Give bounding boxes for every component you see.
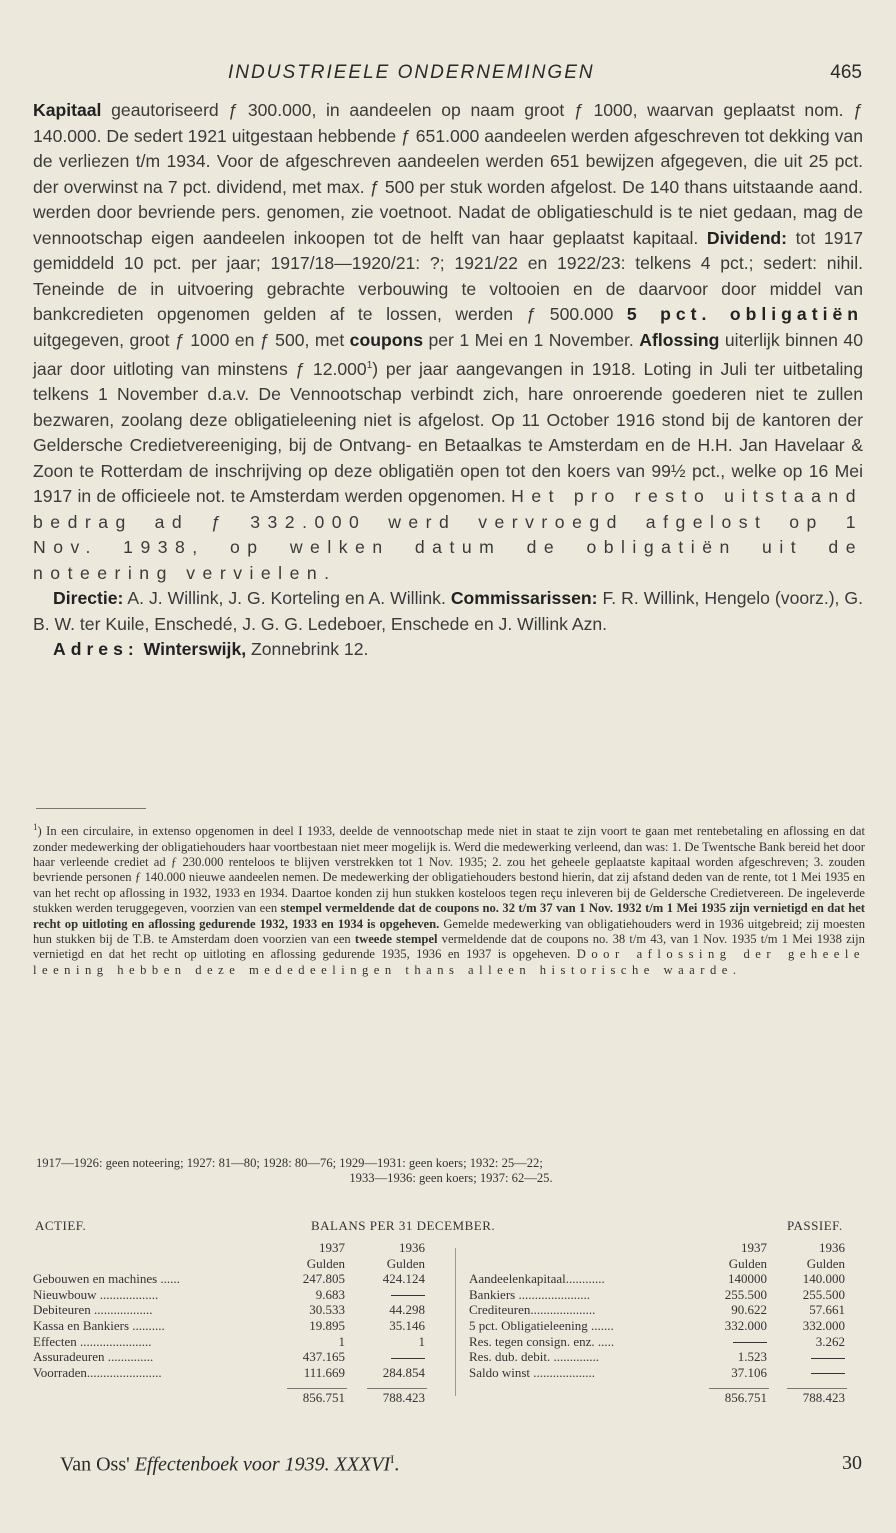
actief-rows (33, 1271, 453, 1380)
obligatien-label: 5 pct. obligatiën (626, 304, 863, 324)
quotes-line-1: 1917—1926: geen noteering; 1927: 81—80; 1928: 80—76; 1929—1931: geen koers; 1932: 25—22; (36, 1156, 543, 1170)
passief-value-1936: 3.262 (815, 1333, 845, 1349)
footnote-ref: 1 (366, 360, 373, 371)
actief-label: Effecten ...................... (33, 1333, 152, 1349)
dividend-label: Dividend: (706, 227, 788, 248)
passief-label: Res. tegen consign. enz. ..... (469, 1333, 615, 1349)
passief-column (469, 1240, 879, 1406)
aflossing-label: Aflossing (639, 329, 720, 350)
aflossing-text: uiterlijk binnen 40 jaar door uitloting van minstens ƒ 12.000 (33, 329, 863, 379)
kapitaal-label: Kapitaal (33, 100, 102, 120)
actief-label: Gebouwen en machines ...... (33, 1271, 180, 1287)
passief-empty-dash (705, 1334, 767, 1350)
actief-row (33, 1334, 453, 1350)
passief-unit-row (469, 1256, 879, 1272)
actief-value-1936: 284.854 (382, 1364, 425, 1380)
actief-label: ACTIEF. (35, 1218, 87, 1233)
actief-total-rule-1937 (287, 1388, 347, 1389)
book-volume-sup: I (390, 1452, 395, 1466)
actief-value-1936: 1 (418, 1333, 425, 1349)
actief-total-1937: 856.751 (302, 1390, 345, 1406)
footnote-text-3: vermeldende dat de coupons no. 38 t/m 43, van 1 Nov. 1935 t/m 1 Mei 1938 zijn vernietigd en dat het recht op uitloting en aflossing gedurende 1935, 1936 en 1937 is opgeheven. (33, 932, 865, 962)
actief-unit-1937: Gulden (306, 1255, 345, 1271)
passief-rows (469, 1271, 879, 1380)
aflossing-text-2: ) per jaar aangevangen in 1918. Loting in Juli ter uitbetaling telkens 1 November d.a.v. De Vennootschap verbindt zich, hare onroerende goederen niet te zullen bezwaren, zoolang deze obligatieleening niet is afgelost. Op 11 October 1916 stond bij de kantoren der Geldersche Credietvereeniging, bij de Ontvang- en Betaalkas te Amsterdam en de H.H. Jan Havelaar & Zoon te Rotterdam de inschrijving op deze obligatiën open tot den koers van 99½ pct., welke op 16 Mei 1917 in de officieele not. te Amsterdam werden opgenomen. (33, 358, 863, 507)
actief-year-row (33, 1240, 453, 1256)
actief-empty-dash (363, 1349, 425, 1365)
adres-street: Zonnebrink 12. (246, 639, 369, 660)
actief-value-1936: 35.146 (389, 1317, 425, 1333)
passief-value-1936: 255.500 (802, 1286, 845, 1302)
price-quotations (36, 1156, 866, 1186)
passief-total-rule-1936 (787, 1388, 847, 1389)
passief-total-1937: 856.751 (724, 1390, 767, 1406)
passief-label: Crediteuren.................... (469, 1302, 596, 1318)
running-title: INDUSTRIEELE ONDERNEMINGEN (228, 62, 595, 83)
page-number: 465 (830, 62, 862, 83)
actief-column (33, 1240, 453, 1406)
actief-label: Voorraden....................... (33, 1364, 162, 1380)
actief-value-1937: 30.533 (309, 1302, 345, 1318)
company-entry (33, 98, 863, 663)
passief-value-1936: 57.661 (809, 1302, 845, 1318)
passief-label: PASSIEF. (787, 1218, 843, 1233)
passief-empty-dash (783, 1365, 845, 1381)
actief-unit-row (33, 1256, 453, 1272)
passief-value-1936: 332.000 (802, 1317, 845, 1333)
passief-value-1937: 140000 (728, 1271, 767, 1287)
actief-label: Debiteuren .................. (33, 1302, 153, 1318)
dash-mark (391, 1358, 425, 1359)
passief-year-row (469, 1240, 879, 1256)
adres-city: Winterswijk, (143, 639, 247, 660)
footnote-bold-2: tweede stempel (354, 932, 438, 947)
adres-paragraph (33, 637, 863, 663)
actief-total-row (33, 1390, 453, 1406)
passief-label: Res. dub. debit. .............. (469, 1349, 599, 1365)
passief-row (469, 1271, 879, 1287)
passief-empty-dash (783, 1349, 845, 1365)
passief-total-row (469, 1390, 879, 1406)
passief-unit-1936: Gulden (806, 1255, 845, 1271)
passief-row (469, 1318, 879, 1334)
obligatien-text: uitgegeven, groot ƒ 1000 en ƒ 500, met (33, 329, 350, 350)
passief-row (469, 1302, 879, 1318)
actief-total-rule-1936 (367, 1388, 427, 1389)
actief-total-1936: 788.423 (382, 1390, 425, 1406)
passief-year-1936: 1936 (819, 1240, 845, 1255)
footnote-text-2: Gemelde medewerking van obligatiehouders werd in 1936 uitgebreid; zij moesten hun stukken bij de T.B. te Amsterdam doen voorzien van een (33, 916, 865, 947)
passief-value-1937: 332.000 (724, 1317, 767, 1333)
passief-row (469, 1365, 879, 1381)
footnote-rule (36, 808, 146, 809)
coupons-text: per 1 Mei en 1 November. (422, 329, 640, 350)
passief-row (469, 1334, 879, 1350)
actief-value-1936: 44.298 (389, 1302, 425, 1318)
actief-row (33, 1271, 453, 1287)
sheet-number: 30 (842, 1452, 862, 1474)
balance-divider (455, 1248, 456, 1396)
passief-total-rule-1937 (709, 1388, 769, 1389)
dividend-text: tot 1917 gemiddeld 10 pct. per jaar; 1917/18—1920/21: ?; 1921/22 en 1922/23: telkens 4 pct.; sedert: nihil. Teneinde de in uitvoering gebrachte verbouwing te voltooien en de daarvoor door middel van bankcredieten opgenomen gelden af te lossen, werden ƒ 500.000 (33, 227, 863, 324)
passief-label: Saldo winst ................... (469, 1364, 596, 1380)
kapitaal-text: geautoriseerd ƒ 300.000, in aandeelen op naam groot ƒ 1000, waarvan geplaatst nom. ƒ 140.000. De sedert 1921 uitgestaan hebbende ƒ 651.000 aandeelen werden afgeschreven tot dekking van de verliezen t/m 1934. Voor de afgeschreven aandeelen werden 651 bewijzen afgegeven, die uit 25 pct. der overwinst na 7 pct. dividend, met max. ƒ 500 per stuk worden afgelost. De 140 thans uitstaande aand. werden door bevriende pers. genomen, zie voetnoot. Nadat de obligatieschuld is te niet gedaan, mag de vennootschap eigen aandeelen inkoopen tot de helft van haar geplaatst kapitaal. (33, 100, 863, 248)
passief-label: 5 pct. Obligatieleening ....... (469, 1317, 614, 1333)
directie-label: Directie: (53, 588, 124, 609)
balance-sheet (33, 1218, 876, 1406)
passief-row (469, 1287, 879, 1303)
actief-year-1937: 1937 (319, 1240, 345, 1255)
actief-value-1937: 437.165 (302, 1349, 345, 1365)
actief-row (33, 1302, 453, 1318)
book-suffix: . (394, 1453, 400, 1476)
passief-value-1936: 140.000 (802, 1271, 845, 1287)
restant-text: Het pro resto uitstaand bedrag ad ƒ 332.000 werd vervroegd afgelost op 1 Nov. 1938, op welken datum de obligatiën uit de noteering vervielen. (33, 486, 863, 583)
actief-value-1937: 111.669 (303, 1364, 345, 1380)
footnote (33, 820, 865, 978)
actief-value-1937: 1 (338, 1333, 345, 1349)
coupons-label: coupons (349, 329, 423, 350)
book-reference (60, 1452, 399, 1477)
actief-empty-dash (363, 1287, 425, 1303)
footnote-bold-1: stempel vermeldende dat de coupons no. 32 t/m 37 van 1 Nov. 1932 t/m 1 Mei 1935 zijn vernietigd en dat het recht op uitloting en aflossing gedurende 1932, 1933 en 1934 is opgeheven. (33, 901, 865, 931)
actief-value-1936: 424.124 (382, 1271, 425, 1287)
book-prefix: Van Oss' (60, 1453, 135, 1476)
balance-title: BALANS PER 31 DECEMBER. (311, 1218, 496, 1233)
commissarissen-text: F. R. Willink, Hengelo (voorz.), G. B. W. ter Kuile, Enschedé, J. G. G. Ledeboer, Enschede en J. Willink Azn. (33, 588, 863, 634)
actief-value-1937: 19.895 (309, 1317, 345, 1333)
adres-label: Adres: (53, 639, 139, 660)
actief-row (33, 1365, 453, 1381)
actief-value-1937: 247.805 (302, 1271, 345, 1287)
dash-mark (811, 1373, 845, 1374)
footnote-marker: 1 (33, 822, 38, 832)
footnote-text-1: ) In een circulaire, in extenso opgenomen in deel I 1933, deelde de vennootschap mede niet in staat te zijn voort te gaan met rentebetaling en aflossing en dat zonder medewerking der obligatiehouders haar voortbestaan niet meer mogelijk is. Werd die medewerking verleend, dan was: 1. De Twentsche Bank bereid het door haar verleende crediet ad ƒ 230.000 renteloos te blijven verstrekken tot 1 Nov. 1935; 2. zou het geheele geplaatste kapitaal worden afgeschreven; 3. zouden bevriende personen ƒ 140.000 nieuwe aandeelen nemen. De medewerking der obligatiehouders bestond hierin, dat zij afstand deden van de rente, tot 1 Mei 1935 en van het recht op aflossing in 1932, 1933 en 1934. Daartoe konden zij hun stukken kosteloos tegen reçu inleveren bij de Geldersche Credietvereen. De ingeleverde stukken werden teruggegeven, voorzien van een (33, 824, 865, 916)
passief-total-1936: 788.423 (802, 1390, 845, 1406)
main-paragraph (33, 98, 863, 586)
balance-header (33, 1218, 876, 1238)
quotes-line-2: 1933—1936: geen koers; 1937: 62—25. (349, 1171, 553, 1185)
passief-value-1937: 255.500 (724, 1286, 767, 1302)
passief-value-1937: 37.106 (731, 1364, 767, 1380)
book-title: Effectenboek voor 1939. XXXVI (134, 1453, 391, 1476)
commissarissen-label: Commissarissen: (450, 588, 598, 609)
actief-row (33, 1287, 453, 1303)
actief-label: Assuradeuren .............. (33, 1349, 154, 1365)
directie-paragraph (33, 586, 863, 637)
dash-mark (811, 1358, 845, 1359)
dash-mark (733, 1342, 767, 1343)
passief-label: Bankiers ...................... (469, 1286, 590, 1302)
actief-row (33, 1349, 453, 1365)
passief-year-1937: 1937 (741, 1240, 767, 1255)
dash-mark (391, 1295, 425, 1296)
passief-value-1937: 1.523 (737, 1349, 767, 1365)
passief-value-1937: 90.622 (731, 1302, 767, 1318)
actief-unit-1936: Gulden (386, 1255, 425, 1271)
actief-label: Kassa en Bankiers .......... (33, 1317, 165, 1333)
passief-row (469, 1349, 879, 1365)
actief-label: Nieuwbouw .................. (33, 1286, 159, 1302)
actief-year-1936: 1936 (399, 1240, 425, 1255)
footnote-paragraph (33, 820, 865, 978)
actief-row (33, 1318, 453, 1334)
passief-label: Aandeelenkapitaal............ (469, 1271, 605, 1287)
footnote-text-4: Door aflossing der geheele leening hebben deze mededeelingen thans alleen historische waarde. (33, 947, 865, 977)
actief-value-1937: 9.683 (315, 1286, 345, 1302)
directie-text: A. J. Willink, J. G. Korteling en A. Willink. (123, 588, 451, 609)
page-header (0, 60, 896, 90)
passief-unit-1937: Gulden (728, 1255, 767, 1271)
